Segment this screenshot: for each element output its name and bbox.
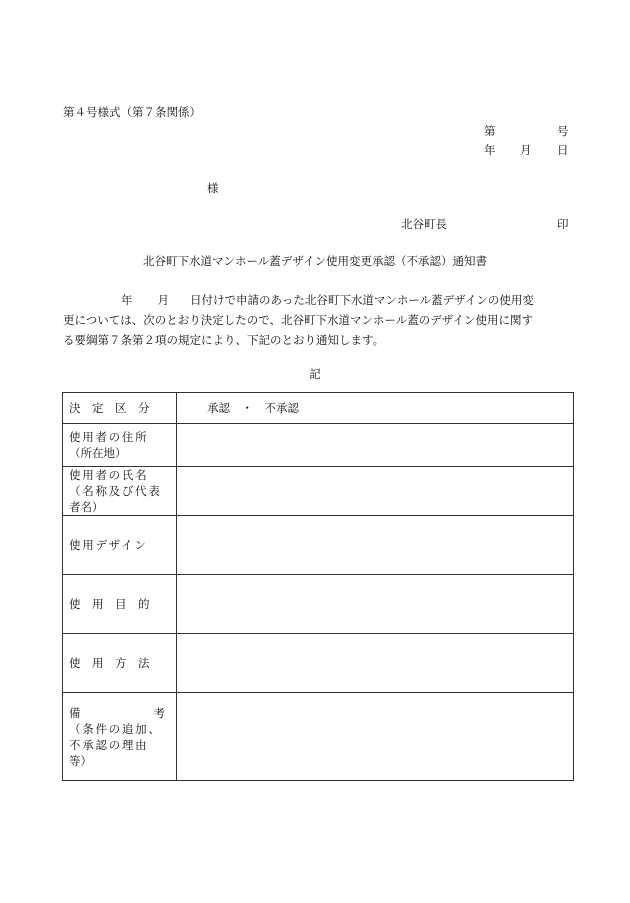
remarks-label-line-1 [69,705,165,721]
remarks-label-line-2: （条件の追加、 [69,721,162,736]
decision-label: 決 定 区 分 [63,393,177,424]
address-value[interactable] [177,424,574,467]
name-label-line-1: 使用者の氏名 [69,468,149,482]
remarks-label-line-3: 不承認の理由 [69,737,149,752]
form-number: 第４号様式（第７条関係） [63,105,201,119]
method-label: 使 用 方 法 [63,634,177,693]
name-label-line-2: （名称及び代表 [69,484,162,498]
table-row-address [63,424,574,467]
remarks-value[interactable] [177,693,574,781]
body-month: 月 [157,293,169,307]
body-line-1 [63,290,575,310]
date-year: 年 [484,143,496,157]
ki-heading: 記 [309,367,321,381]
address-label-line-1: 使用者の住所 [69,430,149,444]
method-value[interactable] [177,634,574,693]
body-year: 年 [121,293,133,307]
remarks-label-line-4: 等） [69,753,92,768]
table-row-name [63,467,574,516]
name-label-line-3: 者名） [69,500,104,514]
design-label: 使用デザイン [63,516,177,575]
purpose-label: 使 用 目 的 [63,575,177,634]
body-line-3: る要綱第７条第２項の規定により、下記のとおり通知します。 [63,333,385,347]
document-title: 北谷町下水道マンホール蓋デザイン使用変更承認（不承認）通知書 [143,254,487,268]
name-label [63,467,177,516]
purpose-value[interactable] [177,575,574,634]
decision-value: 承認 ・ 不承認 [177,393,574,424]
doc-number-suffix: 号 [557,124,569,138]
date-month: 月 [520,143,532,157]
table-row-decision [63,393,574,424]
name-value[interactable] [177,467,574,516]
table-row-remarks [63,693,574,781]
table-row-purpose [63,575,574,634]
addressee-suffix: 様 [207,181,219,195]
design-value[interactable] [177,516,574,575]
table-row-design [63,516,574,575]
notice-body [63,290,575,350]
body-line-1-text: 日付けで申請のあった北谷町下水道マンホール蓋デザインの使用変 [190,293,534,307]
seal-mark: 印 [557,217,569,231]
date-day: 日 [557,143,569,157]
issuer-name: 北谷町長 [401,217,447,231]
remarks-label-b: 考 [153,705,165,720]
doc-number-prefix: 第 [484,124,496,138]
address-label [63,424,177,467]
address-label-line-2: （所在地） [69,446,127,460]
remarks-label [63,693,177,781]
decision-table [62,392,574,781]
table-row-method [63,634,574,693]
remarks-label-a: 備 [69,705,81,720]
body-line-2: 更については、次のとおり決定したので、北谷町下水道マンホール蓋のデザイン使用に関す [63,313,533,327]
